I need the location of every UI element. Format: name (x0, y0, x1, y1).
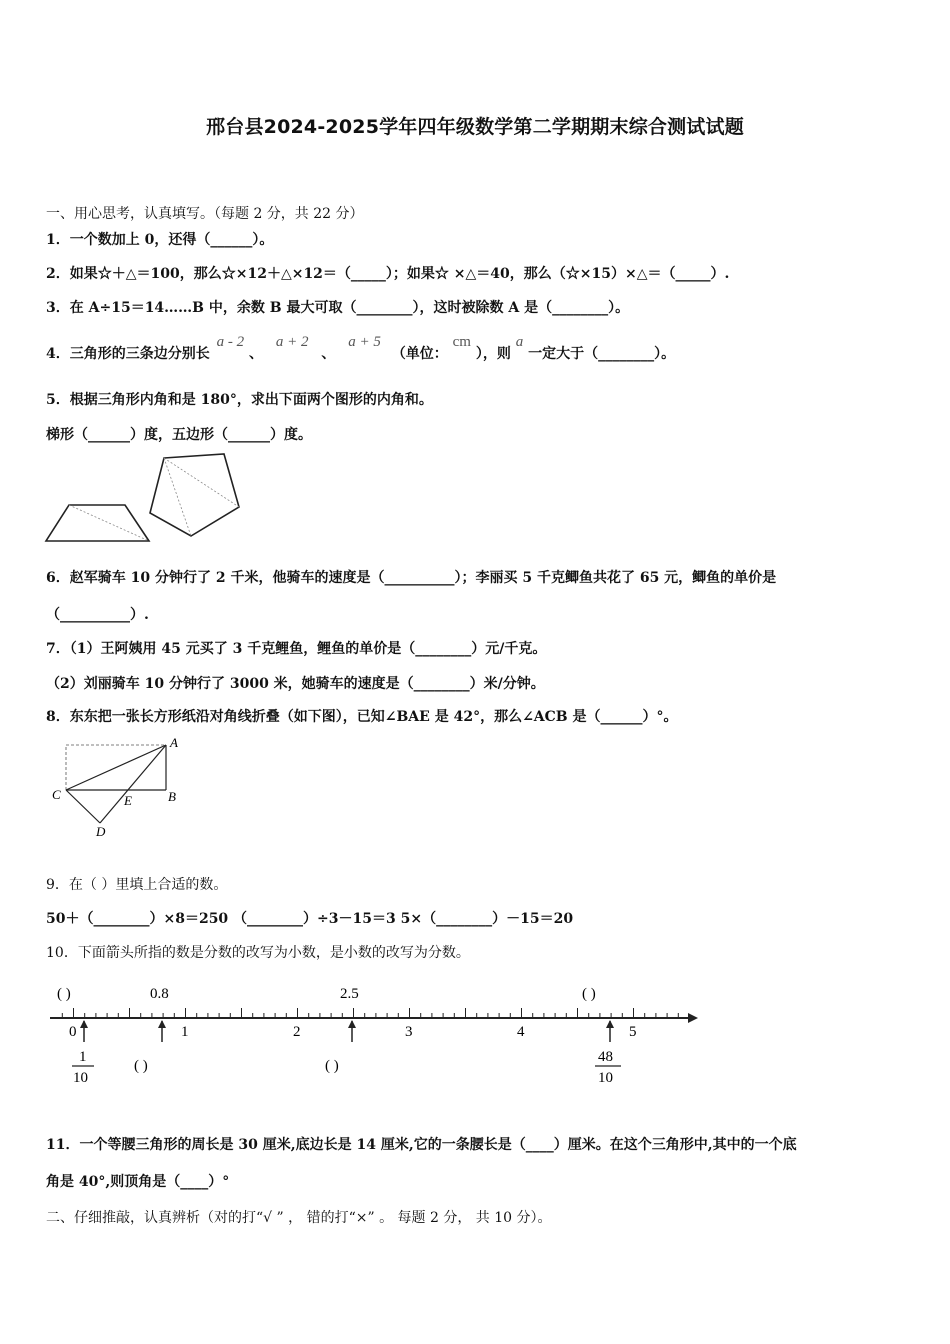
tick-label-2: 2 (293, 1024, 301, 1040)
tick-label-3: 3 (405, 1024, 413, 1040)
arrow-at-2.5 (348, 1020, 356, 1042)
tick-label-1: 1 (181, 1024, 189, 1040)
question-5-blanks: 梯形（______）度，五边形（______）度。 (46, 427, 312, 443)
arrow-at-4.8 (606, 1020, 614, 1042)
question-10: 10．下面箭头所指的数是分数的改写为小数，是小数的改写为分数。 (46, 945, 470, 961)
tick-label-0: 0 (69, 1024, 77, 1040)
question-3: 3．在 A÷15＝14……B 中，余数 B 最大可取（________），这时被除数 A 是（________）。 (46, 300, 630, 316)
question-6: 6．赵军骑车 10 分钟行了 2 千米，他骑车的速度是（__________）；李丽买 5 千克鲫鱼共花了 65 元，鲫鱼的单价是 (46, 570, 777, 586)
arrow-at-0.8 (158, 1020, 166, 1042)
q4-var: a (515, 334, 524, 350)
question-9: 9．在（ ）里填上合适的数。 (46, 877, 228, 893)
question-4 (46, 334, 676, 363)
tick-label-4: 4 (517, 1024, 525, 1040)
trapezoid-pentagon-figure (44, 450, 244, 546)
question-8: 8．东东把一张长方形纸沿对角线折叠（如下图），已知∠BAE 是 42°，那么∠ACB 是（______）°。 (46, 709, 678, 725)
label-d: D (96, 824, 106, 839)
pentagon-shape (150, 454, 239, 536)
question-6-cont: （__________）. (46, 607, 149, 623)
question-11: 11．一个等腰三角形的周长是 30 厘米,底边长是 14 厘米,它的一条腰长是（____）厘米。在这个三角形中,其中的一个底 (46, 1137, 797, 1153)
q4-sep-1: 、 (249, 346, 263, 362)
bottom-blank-2: ( ) (325, 1058, 339, 1074)
page-title: 邢台县2024-2025学年四年级数学第二学期期末综合测试试题 (206, 116, 744, 138)
q4-unit: cm (452, 334, 471, 350)
top-label-0.8: 0.8 (150, 986, 169, 1002)
tick-label-5: 5 (629, 1024, 637, 1040)
q4-unit-post: ），则 (475, 346, 511, 362)
q4-expr-2: a + 2 (275, 334, 309, 350)
question-7-part-2: （2）刘丽骑车 10 分钟行了 3000 米，她骑车的速度是（________）米/分钟。 (46, 676, 545, 692)
section-1-heading: 一、用心思考，认真填写。（每题 2 分，共 22 分） (46, 206, 364, 222)
top-label-2.5: 2.5 (340, 986, 359, 1002)
section-2-heading: 二、仔细推敲，认真辨析（对的打“√ ” ， 错的打“×” 。 每题 2 分， 共 10 分）。 (46, 1210, 552, 1226)
q4-expr-1: a - 2 (216, 334, 245, 350)
q4-suffix: 一定大于（________）。 (528, 346, 676, 362)
question-5: 5．根据三角形内角和是 180°，求出下面两个图形的内角和。 (46, 392, 433, 408)
q4-sep-2: 、 (321, 346, 336, 362)
q4-unit-pre: （单位： (391, 346, 448, 362)
question-1: 1．一个数加上 0，还得（______）。 (46, 232, 274, 248)
question-7-part-1: 7．（1）王阿姨用 45 元买了 3 千克鲤鱼，鲤鱼的单价是（________）元/千克。 (46, 641, 547, 657)
top-label-blank-2: ( ) (582, 986, 596, 1002)
label-e: E (124, 793, 132, 808)
label-b: B (168, 789, 176, 804)
label-a: A (170, 735, 178, 750)
q4-expr-3: a + 5 (348, 334, 381, 350)
label-c: C (52, 787, 61, 802)
q4-prefix: 4．三角形的三条边分别长 (46, 346, 210, 362)
arrow-at-0.1 (80, 1020, 88, 1042)
fraction-1-numerator: 1 (79, 1049, 87, 1065)
bottom-blank-1: ( ) (134, 1058, 148, 1074)
fraction-2-denominator: 10 (598, 1070, 613, 1086)
fraction-1-denominator: 10 (73, 1070, 88, 1086)
fraction-2-numerator: 48 (598, 1049, 613, 1065)
folded-rectangle-figure (48, 733, 188, 841)
trapezoid-shape (46, 505, 149, 541)
question-9-blanks: 50＋（________）×8＝250 （________）÷3－15＝3 5×（________）－15＝20 (46, 911, 574, 927)
number-line-figure (44, 978, 710, 1093)
question-2: 2．如果☆＋△＝100，那么☆×12＋△×12＝（_____）；如果☆ ×△＝40，那么（☆×15）×△＝（_____）. (46, 266, 730, 282)
question-11-cont: 角是 40°,则顶角是（____）° (46, 1174, 230, 1190)
top-label-blank-1: ( ) (57, 986, 71, 1002)
